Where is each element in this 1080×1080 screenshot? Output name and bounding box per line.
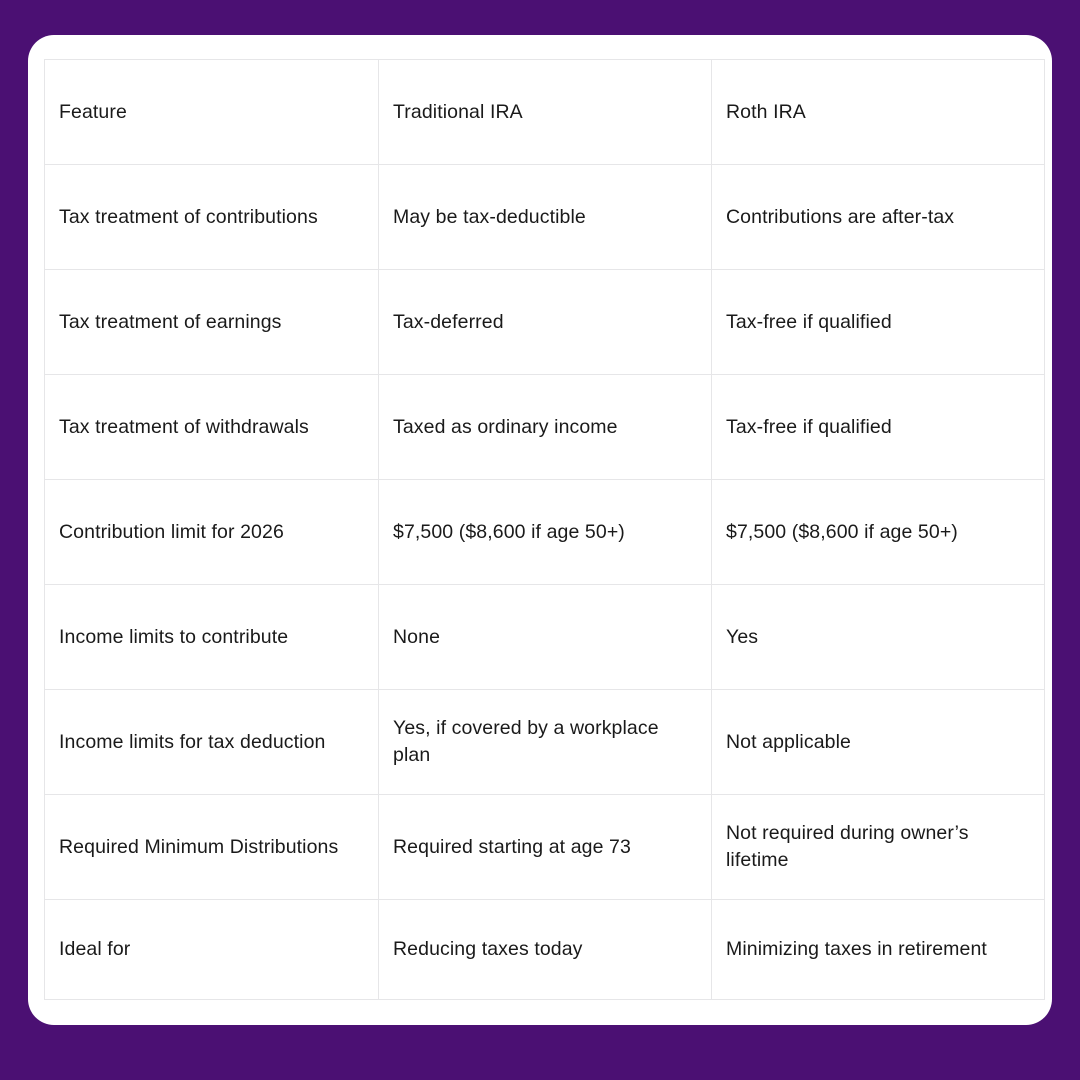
- cell-traditional: Yes, if covered by a workplace plan: [379, 690, 712, 795]
- row-label: Required Minimum Distributions: [45, 795, 379, 900]
- table-row: [45, 585, 1045, 690]
- row-label: Tax treatment of withdrawals: [45, 375, 379, 480]
- cell-roth: Minimizing taxes in retirement: [712, 900, 1045, 1000]
- cell-traditional: May be tax-deductible: [379, 165, 712, 270]
- cell-roth: $7,500 ($8,600 if age 50+): [712, 480, 1045, 585]
- cell-traditional: $7,500 ($8,600 if age 50+): [379, 480, 712, 585]
- comparison-table-container: [44, 59, 1044, 1001]
- cell-traditional: Required starting at age 73: [379, 795, 712, 900]
- document-card: [28, 35, 1052, 1025]
- cell-traditional: Taxed as ordinary income: [379, 375, 712, 480]
- cell-roth: Contributions are after-tax: [712, 165, 1045, 270]
- cell-roth: Tax-free if qualified: [712, 270, 1045, 375]
- cell-traditional: Tax-deferred: [379, 270, 712, 375]
- row-label: Tax treatment of contributions: [45, 165, 379, 270]
- cell-traditional: None: [379, 585, 712, 690]
- cell-roth: Not required during owner’s lifetime: [712, 795, 1045, 900]
- row-label: Income limits to contribute: [45, 585, 379, 690]
- column-header-feature: Feature: [45, 60, 379, 165]
- table-header-row: [45, 60, 1045, 165]
- table-row: [45, 375, 1045, 480]
- cell-roth: Not applicable: [712, 690, 1045, 795]
- cell-roth: Yes: [712, 585, 1045, 690]
- column-header-roth-ira: Roth IRA: [712, 60, 1045, 165]
- row-label: Ideal for: [45, 900, 379, 1000]
- table-row: [45, 690, 1045, 795]
- ira-comparison-table: [44, 59, 1045, 1000]
- row-label: Tax treatment of earnings: [45, 270, 379, 375]
- cell-traditional: Reducing taxes today: [379, 900, 712, 1000]
- column-header-traditional-ira: Traditional IRA: [379, 60, 712, 165]
- row-label: Income limits for tax deduction: [45, 690, 379, 795]
- table-row: [45, 900, 1045, 1000]
- table-row: [45, 165, 1045, 270]
- row-label: Contribution limit for 2026: [45, 480, 379, 585]
- cell-roth: Tax-free if qualified: [712, 375, 1045, 480]
- table-row: [45, 480, 1045, 585]
- table-row: [45, 270, 1045, 375]
- table-row: [45, 795, 1045, 900]
